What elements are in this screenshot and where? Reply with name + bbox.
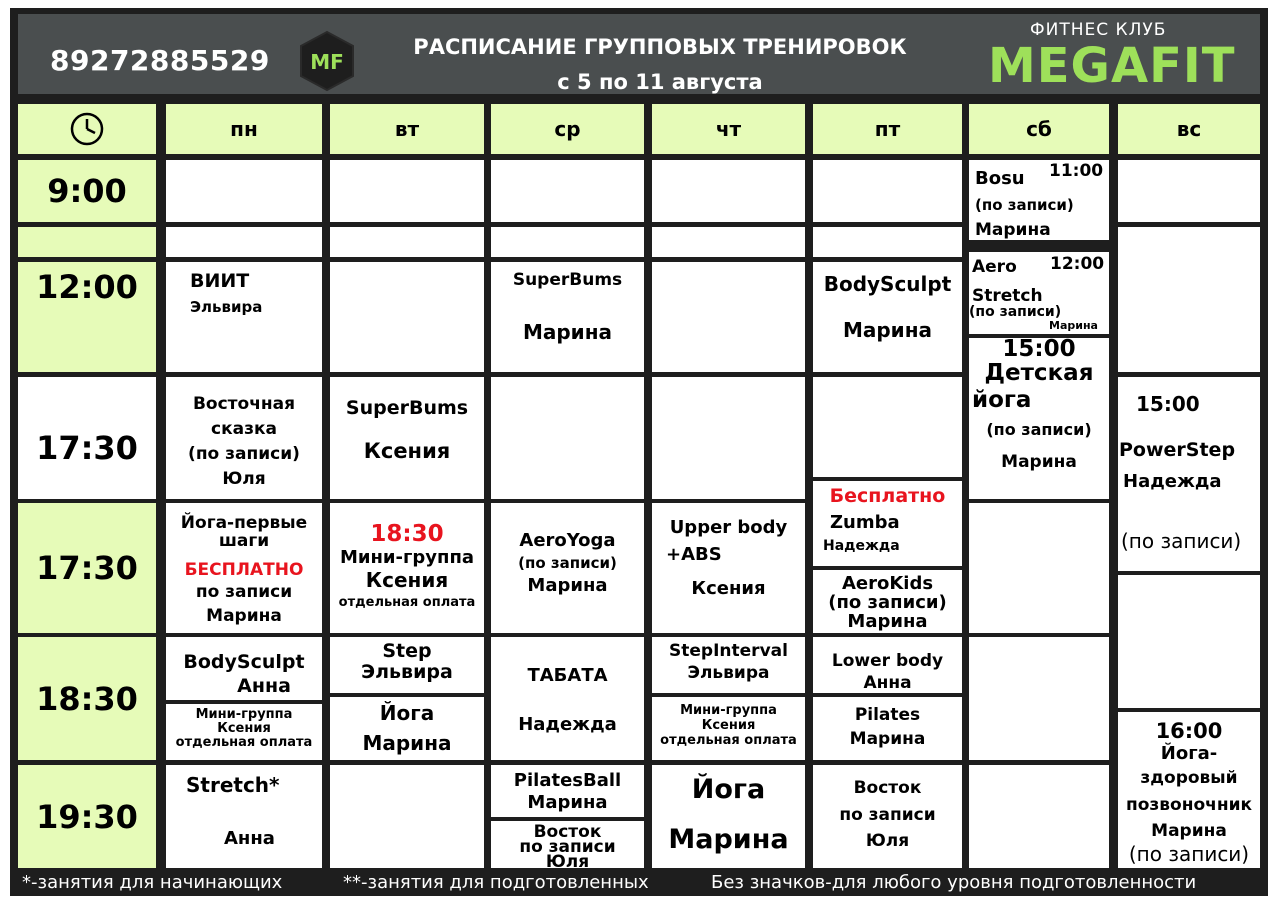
booking-note: по записи	[519, 837, 616, 857]
empty-cell	[652, 160, 805, 222]
booking-note: (по записи)	[518, 554, 617, 572]
class-name: Bosu	[975, 168, 1025, 189]
booking-note: по записи	[195, 582, 293, 602]
trainer-name: Марина	[668, 824, 789, 855]
day-header-sun: вс	[1118, 104, 1260, 154]
class-name: Йога	[379, 701, 435, 725]
empty-cell	[1118, 575, 1260, 708]
empty-cell	[1118, 160, 1260, 222]
class-name: Мини-группа	[195, 707, 293, 722]
booking-note: (по записи)	[969, 304, 1062, 320]
class-name: Йога	[691, 774, 766, 805]
class-name-line: Восточная	[192, 394, 296, 414]
class-name-line: здоровый	[1140, 768, 1238, 788]
trainer-name: Ксения	[691, 578, 766, 599]
time-slot: 17:30	[18, 377, 156, 499]
empty-cell	[652, 262, 805, 372]
trainer-name: Марина	[527, 792, 608, 813]
class-name: Мини-группа	[339, 547, 475, 568]
class-cell-fri-1730c[interactable]	[813, 570, 962, 633]
trainer-name: Эльвира	[361, 661, 453, 683]
class-name: ТАБАТА	[527, 665, 608, 686]
class-time: 16:00	[1155, 719, 1223, 743]
class-cell-mon-1830a[interactable]	[166, 637, 322, 700]
class-name-line: Stretch	[972, 286, 1043, 306]
time-slot: 18:30	[18, 637, 156, 760]
trainer-name: Надежда	[518, 714, 617, 735]
empty-cell	[813, 160, 962, 222]
empty-cell	[813, 377, 962, 477]
trainer-name: Ксения	[701, 718, 756, 733]
class-cell-wed-1930b[interactable]	[491, 821, 644, 868]
class-name: SuperBums	[512, 270, 623, 290]
class-name: Zumba	[830, 512, 900, 533]
time-slot: 17:30	[18, 503, 156, 633]
class-name-line: шаги	[218, 531, 270, 551]
trainer-name: Ксения	[217, 721, 271, 736]
free-badge: Бесплатно	[829, 485, 946, 507]
trainer-name: Марина	[522, 320, 613, 344]
booking-note: (по записи)	[975, 196, 1074, 214]
empty-cell	[969, 637, 1109, 760]
class-cell-fri-1730b[interactable]	[813, 481, 962, 566]
class-cell-sat-b[interactable]	[969, 252, 1109, 334]
class-name: SuperBums	[345, 397, 469, 419]
class-name: Восток	[853, 778, 922, 798]
class-name: Lower body	[831, 651, 944, 671]
phone-number[interactable]: 89272885529	[50, 44, 270, 77]
trainer-name: Марина	[206, 606, 282, 626]
class-cell-thu-1830b[interactable]	[652, 697, 805, 760]
time-slot: 19:30	[18, 765, 156, 868]
booking-note: (по записи)	[828, 592, 947, 613]
class-cell-mon-1730b[interactable]	[166, 503, 322, 633]
class-name-line: Upper body	[669, 517, 788, 538]
trainer-name: Юля	[222, 469, 266, 489]
day-header-fri: пт	[813, 104, 962, 154]
class-time: 15:00	[1002, 338, 1076, 362]
class-cell-mon-1200[interactable]	[166, 262, 322, 372]
class-cell-thu-1930[interactable]	[652, 765, 805, 868]
day-header-thu: чт	[652, 104, 805, 154]
trainer-name: Марина	[1001, 452, 1077, 472]
trainer-name: Марина	[1151, 821, 1227, 841]
class-cell-mon-1730a[interactable]	[166, 377, 322, 499]
trainer-name: Марина	[527, 575, 608, 596]
footer-legend	[0, 872, 1280, 896]
class-cell-mon-1830b[interactable]	[166, 704, 322, 760]
club-logo: MEGAFIT	[988, 38, 1236, 94]
trainer-name: Эльвира	[687, 663, 770, 683]
class-name: BodySculpt	[183, 651, 305, 673]
trainer-name: Юля	[545, 852, 590, 868]
booking-note: по записи	[839, 805, 936, 825]
class-name-line: йога	[972, 387, 1032, 413]
class-cell-sun-a[interactable]	[1118, 377, 1260, 571]
empty-cell	[1118, 227, 1260, 372]
empty-cell	[491, 377, 644, 499]
class-name: Pilates	[854, 705, 921, 725]
payment-note: отдельная оплата	[660, 733, 797, 748]
booking-note: (по записи)	[1128, 842, 1250, 866]
payment-note: отдельная оплата	[338, 595, 476, 610]
class-cell-wed-1730b[interactable]	[491, 503, 644, 633]
class-name-line: позвоночник	[1125, 795, 1253, 815]
trainer-name: Ксения	[363, 439, 451, 463]
class-name: BodySculpt	[823, 272, 952, 296]
day-header-sat: сб	[969, 104, 1109, 154]
class-cell-sat-a[interactable]	[969, 160, 1109, 240]
day-header-tue: вт	[330, 104, 484, 154]
day-header-wed: ср	[491, 104, 644, 154]
trainer-name: Эльвира	[190, 298, 263, 316]
class-cell-wed-1200[interactable]	[491, 262, 644, 372]
legend-any-level: Без значков-для любого уровня подготовленности	[711, 872, 1197, 893]
class-cell-fri-1930[interactable]	[813, 765, 962, 868]
title-line-1: РАСПИСАНИЕ ГРУППОВЫХ ТРЕНИРОВОК	[413, 35, 907, 59]
time-slot: 9:00	[18, 160, 156, 222]
booking-note: (по записи)	[986, 420, 1092, 439]
class-name: Восток	[533, 822, 602, 842]
title-line-2: с 5 по 11 августа	[557, 70, 763, 94]
trainer-name: Надежда	[1123, 471, 1222, 492]
empty-cell	[969, 765, 1109, 868]
class-name: ВИИТ	[190, 270, 250, 292]
clock-header-cell	[18, 104, 156, 154]
empty-cell	[491, 227, 644, 257]
legend-beginners: *-занятия для начинающих	[22, 872, 283, 893]
class-name: StepInterval	[669, 641, 788, 661]
class-cell-thu-1730b[interactable]	[652, 503, 805, 633]
legend-advanced: **-занятия для подготовленных	[343, 872, 649, 893]
class-cell-fri-1830b[interactable]	[813, 697, 962, 760]
class-name: PowerStep	[1119, 439, 1236, 461]
trainer-name: Марина	[362, 731, 452, 755]
empty-cell	[330, 160, 484, 222]
class-name: Мини-группа	[680, 703, 777, 718]
empty-cell	[166, 160, 322, 222]
class-time: 15:00	[1136, 392, 1200, 416]
class-name: Stretch*	[186, 773, 280, 797]
empty-cell	[330, 262, 484, 372]
trainer-name: Анна	[237, 675, 291, 697]
payment-note: отдельная оплата	[175, 735, 313, 750]
time-slot-spacer	[18, 227, 156, 257]
class-time: 11:00	[1049, 161, 1104, 181]
class-name-line: Йога-	[1160, 743, 1218, 764]
class-cell-wed-1830[interactable]	[491, 637, 644, 760]
trainer-name: Марина	[975, 220, 1051, 240]
class-name-line: Детская	[984, 360, 1094, 386]
class-cell-fri-1200[interactable]	[813, 262, 962, 372]
trainer-name: Анна	[863, 673, 912, 693]
page-title	[380, 30, 940, 100]
class-cell-thu-1830a[interactable]	[652, 637, 805, 693]
empty-cell	[652, 377, 805, 499]
class-name: PilatesBall	[513, 770, 622, 791]
empty-cell	[166, 227, 322, 257]
booking-note: (по записи)	[1121, 529, 1242, 553]
empty-cell	[969, 503, 1109, 633]
class-name-line: +ABS	[666, 544, 722, 565]
class-cell-tue-1830b[interactable]	[330, 697, 484, 760]
class-name-line: Йога-первые	[180, 513, 308, 533]
clock-icon	[69, 111, 105, 147]
empty-cell	[491, 160, 644, 222]
class-time: 18:30	[370, 521, 444, 547]
class-cell-fri-1830a[interactable]	[813, 637, 962, 693]
mf-logo-icon	[296, 30, 358, 92]
class-time: 12:00	[1050, 254, 1105, 274]
trainer-name: Марина	[842, 318, 933, 342]
empty-cell	[330, 227, 484, 257]
trainer-name: Юля	[865, 831, 910, 851]
empty-cell	[330, 765, 484, 868]
trainer-name: Марина	[847, 611, 928, 632]
class-name-line: Aero	[972, 257, 1017, 277]
class-cell-mon-1930[interactable]	[166, 765, 322, 868]
class-cell-wed-1930a[interactable]	[491, 765, 644, 817]
class-name: AeroKids	[841, 573, 934, 594]
empty-cell	[813, 227, 962, 257]
class-name: AeroYoga	[519, 530, 616, 551]
trainer-name: Ксения	[365, 568, 449, 592]
mf-logo-text: MF	[310, 50, 344, 74]
class-cell-sun-b[interactable]	[1118, 712, 1260, 868]
day-header-mon: пн	[166, 104, 322, 154]
booking-note: (по записи)	[188, 444, 300, 464]
time-slot: 12:00	[18, 262, 156, 372]
empty-cell	[652, 227, 805, 257]
trainer-name: Марина	[1049, 319, 1098, 332]
class-cell-sat-c[interactable]	[969, 338, 1109, 499]
class-name-line: сказка	[211, 419, 277, 439]
trainer-name: Марина	[849, 729, 926, 749]
class-cell-tue-1730b[interactable]	[330, 503, 484, 633]
trainer-name: Надежда	[823, 538, 900, 554]
class-cell-tue-1830a[interactable]	[330, 637, 484, 693]
class-cell-tue-1730a[interactable]	[330, 377, 484, 499]
free-badge: БЕСПЛАТНО	[184, 560, 304, 580]
trainer-name: Анна	[224, 828, 275, 849]
class-name: Step	[382, 640, 432, 662]
club-label: ФИТНЕС КЛУБ	[1030, 20, 1167, 40]
